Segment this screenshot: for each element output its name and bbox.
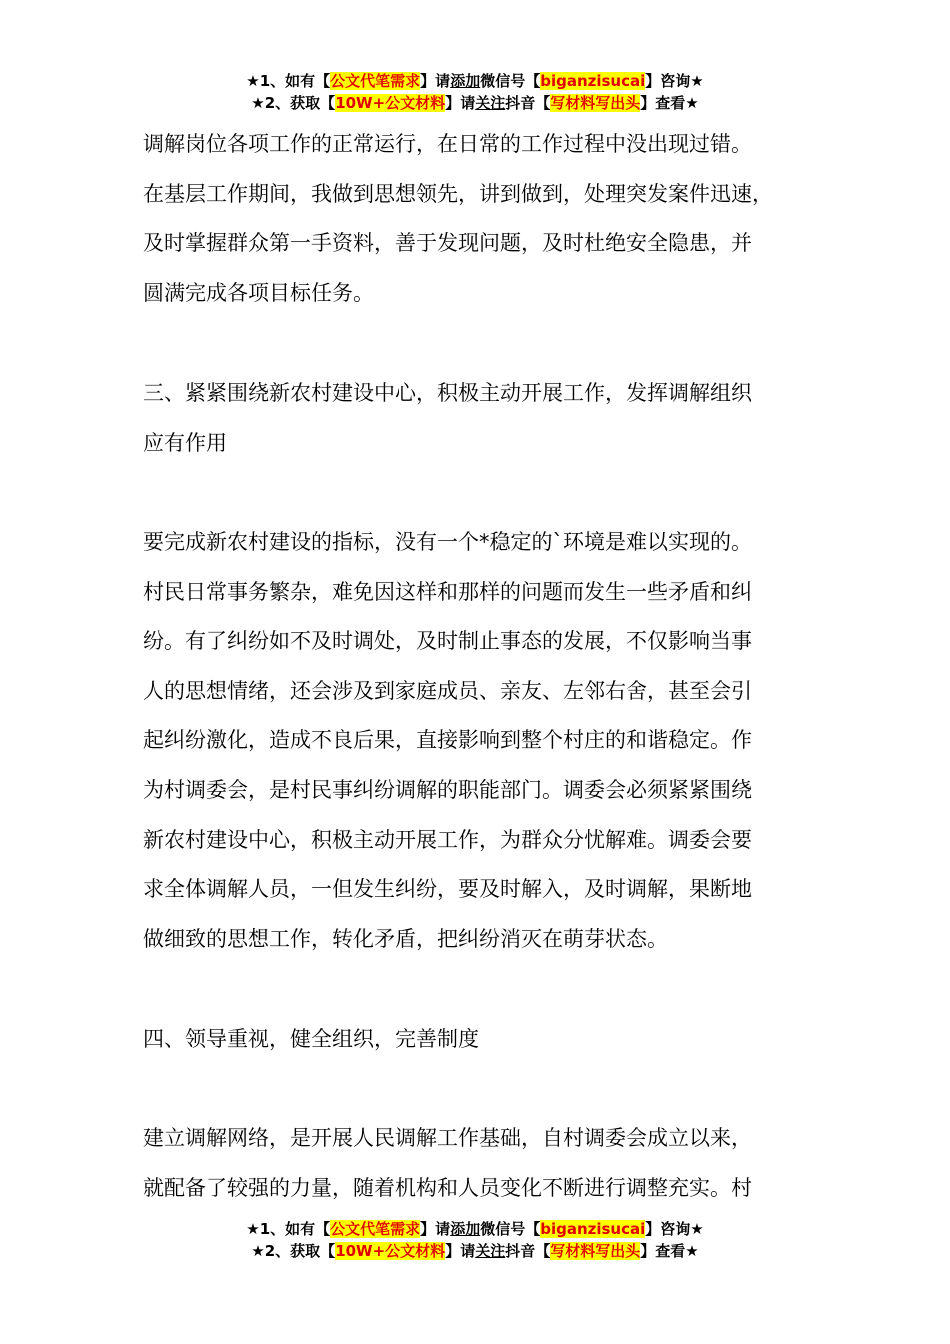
heading-line: 应有作用 xyxy=(143,430,227,455)
banner-text: 抖音【 xyxy=(505,94,551,112)
text-line: 圆满完成各项目标任务。 xyxy=(143,280,374,305)
banner-douyin-id: 写材料写出头 xyxy=(550,94,641,112)
banner-text: ★1、如有【 xyxy=(246,72,331,90)
paragraph-2 xyxy=(143,518,833,964)
section-heading-3 xyxy=(143,369,833,468)
banner-douyin-id: 写材料写出头 xyxy=(550,1242,641,1260)
banner-text: 】查看★ xyxy=(640,94,699,112)
banner-text: 】查看★ xyxy=(640,1242,699,1260)
banner-line-2 xyxy=(0,92,950,114)
text-line: 要完成新农村建设的指标，没有一个*稳定的`环境是难以实现的。 xyxy=(143,530,752,554)
banner-line-2 xyxy=(0,1240,950,1262)
text-line: 调解岗位各项工作的正常运行，在日常的工作过程中没出现过错。 xyxy=(143,132,752,156)
header-banner xyxy=(0,70,950,114)
text-line: 在基层工作期间，我做到思想领先，讲到做到，处理突发案件迅速， xyxy=(143,181,773,206)
text-line: 及时掌握群众第一手资料，善于发现问题，及时杜绝安全隐患，并 xyxy=(143,231,752,256)
text-line: 起纠纷激化，造成不良后果，直接影响到整个村庄的和谐稳定。作 xyxy=(143,728,752,753)
text-line: 村民日常事务繁杂，难免因这样和那样的问题而发生一些矛盾和纠 xyxy=(143,579,752,604)
banner-wechat-id: biganzisucai xyxy=(540,1220,646,1238)
text-line: 求全体调解人员，一但发生纠纷，要及时解入，及时调解，果断地 xyxy=(143,877,752,902)
banner-text: 微信号【 xyxy=(480,1220,541,1238)
heading-line: 四、领导重视，健全组织，完善制度 xyxy=(143,1027,479,1051)
banner-text: 】请 xyxy=(420,1220,451,1238)
banner-line-1 xyxy=(0,70,950,92)
banner-highlight: 公文代笔需求 xyxy=(330,72,421,90)
banner-line-1 xyxy=(0,1218,950,1240)
banner-underline: 关注 xyxy=(475,1242,506,1260)
banner-underline: 添加 xyxy=(450,72,481,90)
banner-text: 抖音【 xyxy=(505,1242,551,1260)
banner-highlight: 公文代笔需求 xyxy=(330,1220,421,1238)
text-line: 人的思想情绪，还会涉及到家庭成员、亲友、左邻右舍，甚至会引 xyxy=(143,678,752,703)
banner-text: 】请 xyxy=(445,94,476,112)
banner-text: ★1、如有【 xyxy=(246,1220,331,1238)
banner-underline: 关注 xyxy=(475,94,506,112)
banner-text: 微信号【 xyxy=(480,72,541,90)
text-line: 建立调解网络，是开展人民调解工作基础，自村调委会成立以来， xyxy=(143,1126,752,1150)
text-line: 纷。有了纠纷如不及时调处，及时制止事态的发展，不仅影响当事 xyxy=(143,629,752,654)
banner-text: 】请 xyxy=(420,72,451,90)
paragraph-3 xyxy=(143,1114,833,1213)
section-heading-4 xyxy=(143,1015,833,1065)
banner-highlight: 10W+公文材料 xyxy=(335,94,446,112)
banner-text: ★2、获取【 xyxy=(251,94,336,112)
text-line: 新农村建设中心，积极主动开展工作，为群众分忧解难。调委会要 xyxy=(143,827,752,852)
banner-text: 】请 xyxy=(445,1242,476,1260)
banner-highlight: 10W+公文材料 xyxy=(335,1242,446,1260)
text-line: 做细致的思想工作，转化矛盾，把纠纷消灭在萌芽状态。 xyxy=(143,926,668,951)
banner-underline: 添加 xyxy=(450,1220,481,1238)
text-line: 就配备了较强的力量，随着机构和人员变化不断进行调整充实。村 xyxy=(143,1175,752,1200)
text-line: 为村调委会，是村民事纠纷调解的职能部门。调委会必须紧紧围绕 xyxy=(143,777,752,802)
heading-line: 三、紧紧围绕新农村建设中心，积极主动开展工作，发挥调解组织 xyxy=(143,381,752,405)
banner-text: ★2、获取【 xyxy=(251,1242,336,1260)
banner-text: 】咨询★ xyxy=(645,1220,704,1238)
footer-banner xyxy=(0,1218,950,1262)
paragraph-1 xyxy=(143,120,833,318)
banner-wechat-id: biganzisucai xyxy=(540,72,646,90)
banner-text: 】咨询★ xyxy=(645,72,704,90)
